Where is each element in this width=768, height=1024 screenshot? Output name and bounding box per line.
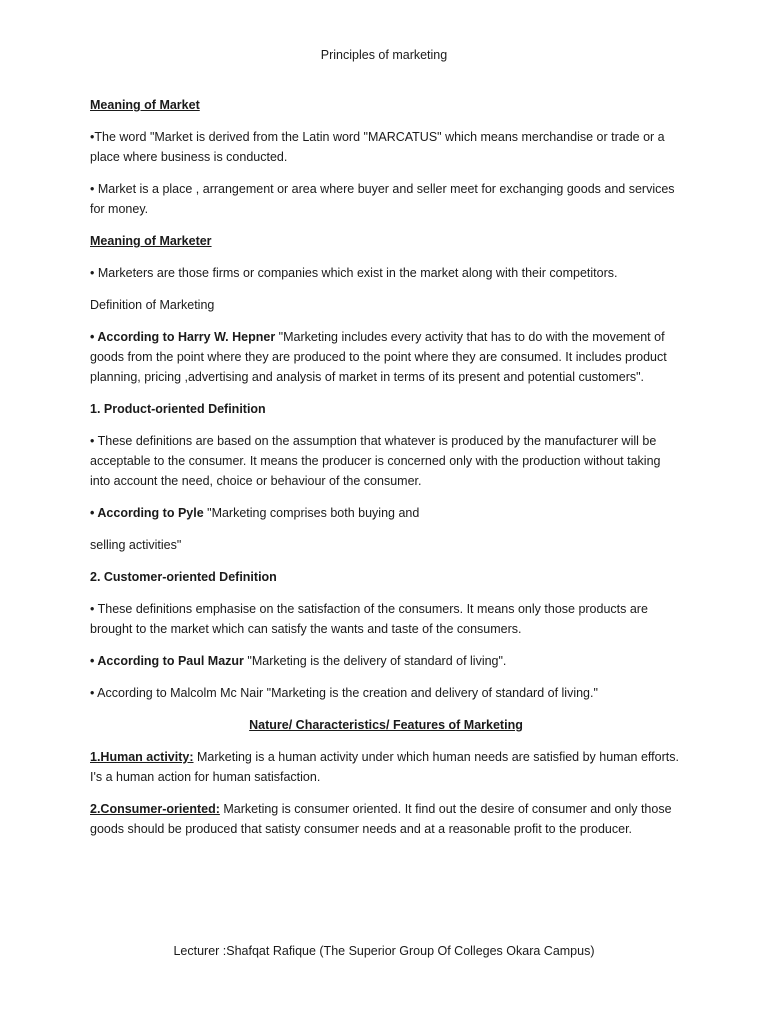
paragraph-pyle-continued: selling activities" — [90, 538, 182, 552]
paragraph-customer-oriented: • These definitions emphasise on the satisfaction of the consumers. It means only those products are brought to the market which can satisfy the wants and taste of the consumers. — [90, 602, 648, 636]
hepner-lead: • According to Harry W. Hepner — [90, 330, 276, 344]
document-body — [90, 95, 682, 851]
paragraph-product-oriented: • These definitions are based on the assumption that whatever is produced by the manufacturer will be acceptable to the consumer. It means the producer is concerned only with the production without taking into account the need, choice or behaviour of the consumer. — [90, 434, 661, 488]
page-header: Principles of marketing — [320, 48, 448, 62]
heading-meaning-of-marketer: Meaning of Marketer — [90, 234, 212, 248]
heading-nature-of-marketing: Nature/ Characteristics/ Features of Marketing — [249, 718, 523, 732]
paragraph-market-place: • Market is a place , arrangement or area where buyer and seller meet for exchanging goods and services for money. — [90, 182, 675, 216]
heading-meaning-of-market: Meaning of Market — [90, 98, 200, 112]
mazur-lead: • According to Paul Mazur — [90, 654, 244, 668]
heading-customer-oriented: 2. Customer-oriented Definition — [90, 570, 277, 584]
pyle-text: "Marketing comprises both buying and — [203, 506, 420, 520]
paragraph-marketers: • Marketers are those firms or companies which exist in the market along with their competitors. — [90, 266, 618, 280]
consumer-oriented-lead: 2.Consumer-oriented: — [90, 802, 220, 816]
paragraph-mazur — [90, 651, 682, 671]
paragraph-market-origin: •The word "Market is derived from the Latin word "MARCATUS" which means merchandise or trade or a place where business is conducted. — [90, 130, 665, 164]
page-footer: Lecturer :Shafqat Rafique (The Superior Group Of Colleges Okara Campus) — [173, 944, 595, 958]
heading-product-oriented: 1. Product-oriented Definition — [90, 402, 266, 416]
human-activity-text: Marketing is a human activity under which human needs are satisfied by human efforts. I's a human action for human satisfaction. — [90, 750, 679, 784]
paragraph-mcnair: • According to Malcolm Mc Nair "Marketing is the creation and delivery of standard of living." — [90, 686, 598, 700]
heading-definition-of-marketing: Definition of Marketing — [90, 298, 215, 312]
paragraph-hepner — [90, 327, 682, 387]
consumer-oriented-text: Marketing is consumer oriented. It find out the desire of consumer and only those goods should be produced that satisty consumer needs and at a reasonable profit to the producer. — [90, 802, 672, 836]
paragraph-consumer-oriented — [90, 799, 682, 839]
paragraph-pyle — [90, 503, 682, 523]
hepner-text: "Marketing includes every activity that has to do with the movement of goods from the point where they are produced to the point where they are consumed. It includes product planning, pricing ,advertising and analysis of market in terms of its present and potential customers". — [90, 330, 667, 384]
pyle-lead: • According to Pyle — [90, 506, 204, 520]
mazur-text: "Marketing is the delivery of standard of living". — [243, 654, 507, 668]
paragraph-human-activity — [90, 747, 682, 787]
human-activity-lead: 1.Human activity: — [90, 750, 194, 764]
